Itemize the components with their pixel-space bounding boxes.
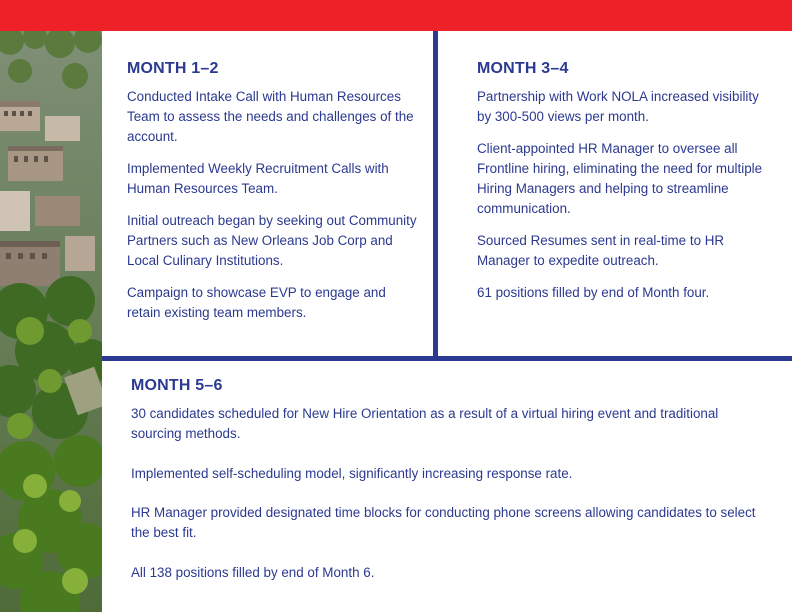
section-item: Conducted Intake Call with Human Resources Team to assess the needs and challenges of the account. xyxy=(127,89,414,144)
section-item: Sourced Resumes sent in real-time to HR Manager to expedite outreach. xyxy=(477,233,725,268)
section-heading: MONTH 1–2 xyxy=(127,60,219,77)
section-item: Initial outreach began by seeking out Community Partners such as New Orleans Job Corp and Local Culinary Institutions. xyxy=(127,213,417,268)
vertical-divider xyxy=(433,31,438,358)
section-item: HR Manager provided designated time blocks for conducting phone screens allowing candidates to select the best fit. xyxy=(131,505,756,540)
section-item: Campaign to showcase EVP to engage and retain existing team members. xyxy=(127,285,386,320)
section-heading: MONTH 5–6 xyxy=(131,377,223,394)
section-item: Partnership with Work NOLA increased visibility by 300-500 views per month. xyxy=(477,89,759,124)
section-item: Implemented self-scheduling model, significantly increasing response rate. xyxy=(131,465,573,481)
section-item: 61 positions filled by end of Month four. xyxy=(477,285,710,300)
city-aerial-photo xyxy=(0,31,102,612)
section-item: Client-appointed HR Manager to oversee all Frontline hiring, eliminating the need for multiple Hiring Managers and helping to streamline communication. xyxy=(477,141,763,216)
top-red-bar xyxy=(0,0,792,31)
month-3-4-section xyxy=(477,59,772,315)
section-item: All 138 positions filled by end of Month 6. xyxy=(131,564,375,580)
section-heading: MONTH 3–4 xyxy=(477,60,569,77)
month-5-6-section xyxy=(131,376,771,602)
horizontal-divider xyxy=(102,356,792,361)
city-aerial-illustration xyxy=(0,31,102,612)
section-item: 30 candidates scheduled for New Hire Orientation as a result of a virtual hiring event and traditional sourcing methods. xyxy=(131,406,719,441)
month-1-2-section xyxy=(127,59,417,335)
section-item: Implemented Weekly Recruitment Calls with Human Resources Team. xyxy=(127,161,389,196)
